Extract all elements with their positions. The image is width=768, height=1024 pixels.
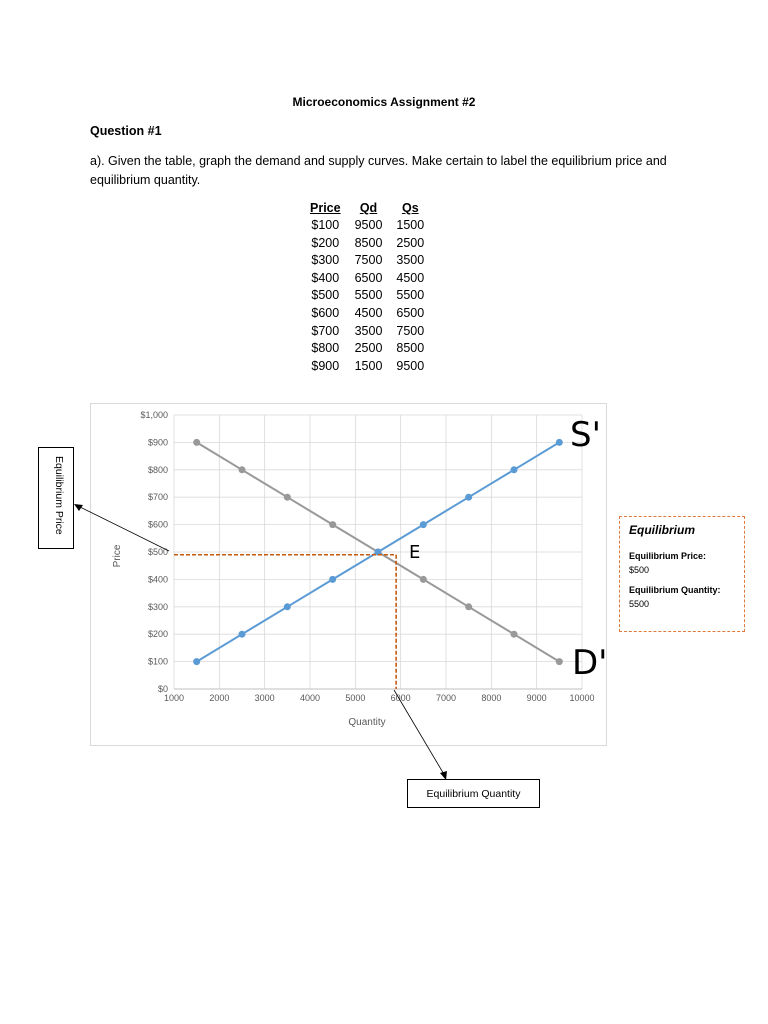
cell-qs: 3500: [396, 253, 425, 268]
equilibrium-quantity-value: 5500: [629, 599, 650, 609]
demand-point: [511, 631, 518, 638]
demand-point: [193, 439, 200, 446]
demand-curve-label: D': [572, 643, 608, 683]
y-tick-label: $300: [147, 601, 168, 612]
supply-point: [193, 658, 200, 665]
y-tick-label: $700: [147, 492, 168, 503]
y-tick-label: $200: [147, 629, 168, 640]
demand-point: [329, 521, 336, 528]
cell-qs: 2500: [396, 235, 425, 250]
supply-curve-label: S': [570, 415, 601, 455]
x-tick-label: 1000: [163, 693, 185, 703]
equilibrium-price-value: $500: [629, 565, 650, 575]
cell-price: $800: [311, 341, 340, 356]
chart-axes: [140, 410, 594, 703]
equilibrium-quantity-field-label: Equilibrium Quantity:: [629, 585, 721, 595]
cell-qs: 9500: [396, 358, 425, 373]
cell-qs: 4500: [396, 270, 425, 285]
y-tick-label: $0: [157, 684, 168, 694]
equilibrium-quantity-label: Equilibrium Quantity: [426, 787, 521, 800]
cell-qd: 7500: [354, 253, 383, 268]
supply-point: [465, 494, 472, 501]
equilibrium-summary-heading: Equilibrium: [629, 523, 695, 537]
cell-qd: 9500: [354, 218, 383, 232]
cell-price: $400: [311, 270, 340, 285]
question-heading: Question #1: [90, 124, 162, 138]
document-title: Microeconomics Assignment #2: [292, 95, 476, 109]
supply-point: [420, 521, 427, 528]
demand-point: [465, 603, 472, 610]
column-header-qd: Qd: [359, 201, 378, 215]
cell-qd: 3500: [354, 323, 383, 338]
cell-price: $900: [311, 358, 340, 373]
equilibrium-price-label: Equilibrium Price: [53, 456, 65, 535]
cell-qs: 8500: [396, 341, 425, 356]
equilibrium-summary-box: [619, 516, 745, 632]
y-tick-label: $900: [147, 437, 168, 448]
x-axis-label: Quantity: [348, 717, 386, 728]
cell-price: $200: [311, 235, 340, 250]
equilibrium-quantity-callout: [407, 779, 540, 808]
supply-point: [511, 466, 518, 473]
y-tick-label: $500: [147, 547, 168, 557]
y-tick-label: $1,000: [140, 410, 168, 420]
supply-point: [556, 439, 563, 446]
column-header-price: Price: [310, 201, 341, 215]
equilibrium-mark: E: [409, 542, 421, 563]
column-header-qs: Qs: [401, 201, 419, 215]
x-tick-label: 7000: [435, 693, 457, 703]
cell-qd: 2500: [354, 341, 383, 356]
question-prompt: a). Given the table, graph the demand and supply curves. Make certain to label the equilibrium price and equilibrium quantity.: [90, 154, 667, 187]
demand-point: [556, 658, 563, 665]
cell-price: $300: [311, 253, 340, 268]
x-tick-label: 3000: [254, 693, 275, 703]
cell-qd: 5500: [354, 288, 383, 303]
cell-qd: 8500: [354, 235, 383, 250]
demand-point: [239, 466, 246, 473]
cell-qs: 7500: [396, 323, 425, 338]
x-tick-label: 5000: [345, 693, 366, 703]
cell-qd: 1500: [354, 358, 383, 373]
demand-point: [420, 576, 427, 583]
x-tick-label: 2000: [209, 693, 230, 703]
x-tick-label: 6000: [390, 693, 411, 703]
cell-price: $500: [311, 288, 340, 303]
cell-qd: 6500: [354, 270, 383, 285]
y-axis-label: Price: [112, 544, 123, 568]
cell-qs: 6500: [396, 305, 425, 320]
cell-qs: 1500: [396, 218, 425, 232]
cell-price: $600: [311, 305, 340, 320]
cell-price: $700: [311, 323, 340, 338]
x-tick-label: 9000: [526, 693, 547, 703]
equilibrium-price-callout: [38, 447, 74, 549]
y-tick-label: $400: [147, 574, 168, 585]
supply-point: [284, 603, 291, 610]
x-tick-label: 4000: [299, 693, 321, 703]
equilibrium-price-field-label: Equilibrium Price:: [629, 551, 707, 561]
supply-point: [239, 631, 246, 638]
cell-qd: 4500: [354, 305, 383, 320]
cell-qs: 5500: [396, 288, 425, 303]
demand-point: [284, 494, 291, 501]
equilibrium-guides: [174, 555, 396, 689]
x-tick-label: 10000: [569, 693, 595, 703]
x-tick-label: 8000: [481, 693, 502, 703]
y-tick-label: $100: [147, 656, 168, 667]
y-tick-label: $800: [147, 464, 168, 475]
y-tick-label: $600: [147, 519, 168, 530]
supply-point: [329, 576, 336, 583]
cell-price: $100: [311, 218, 340, 232]
